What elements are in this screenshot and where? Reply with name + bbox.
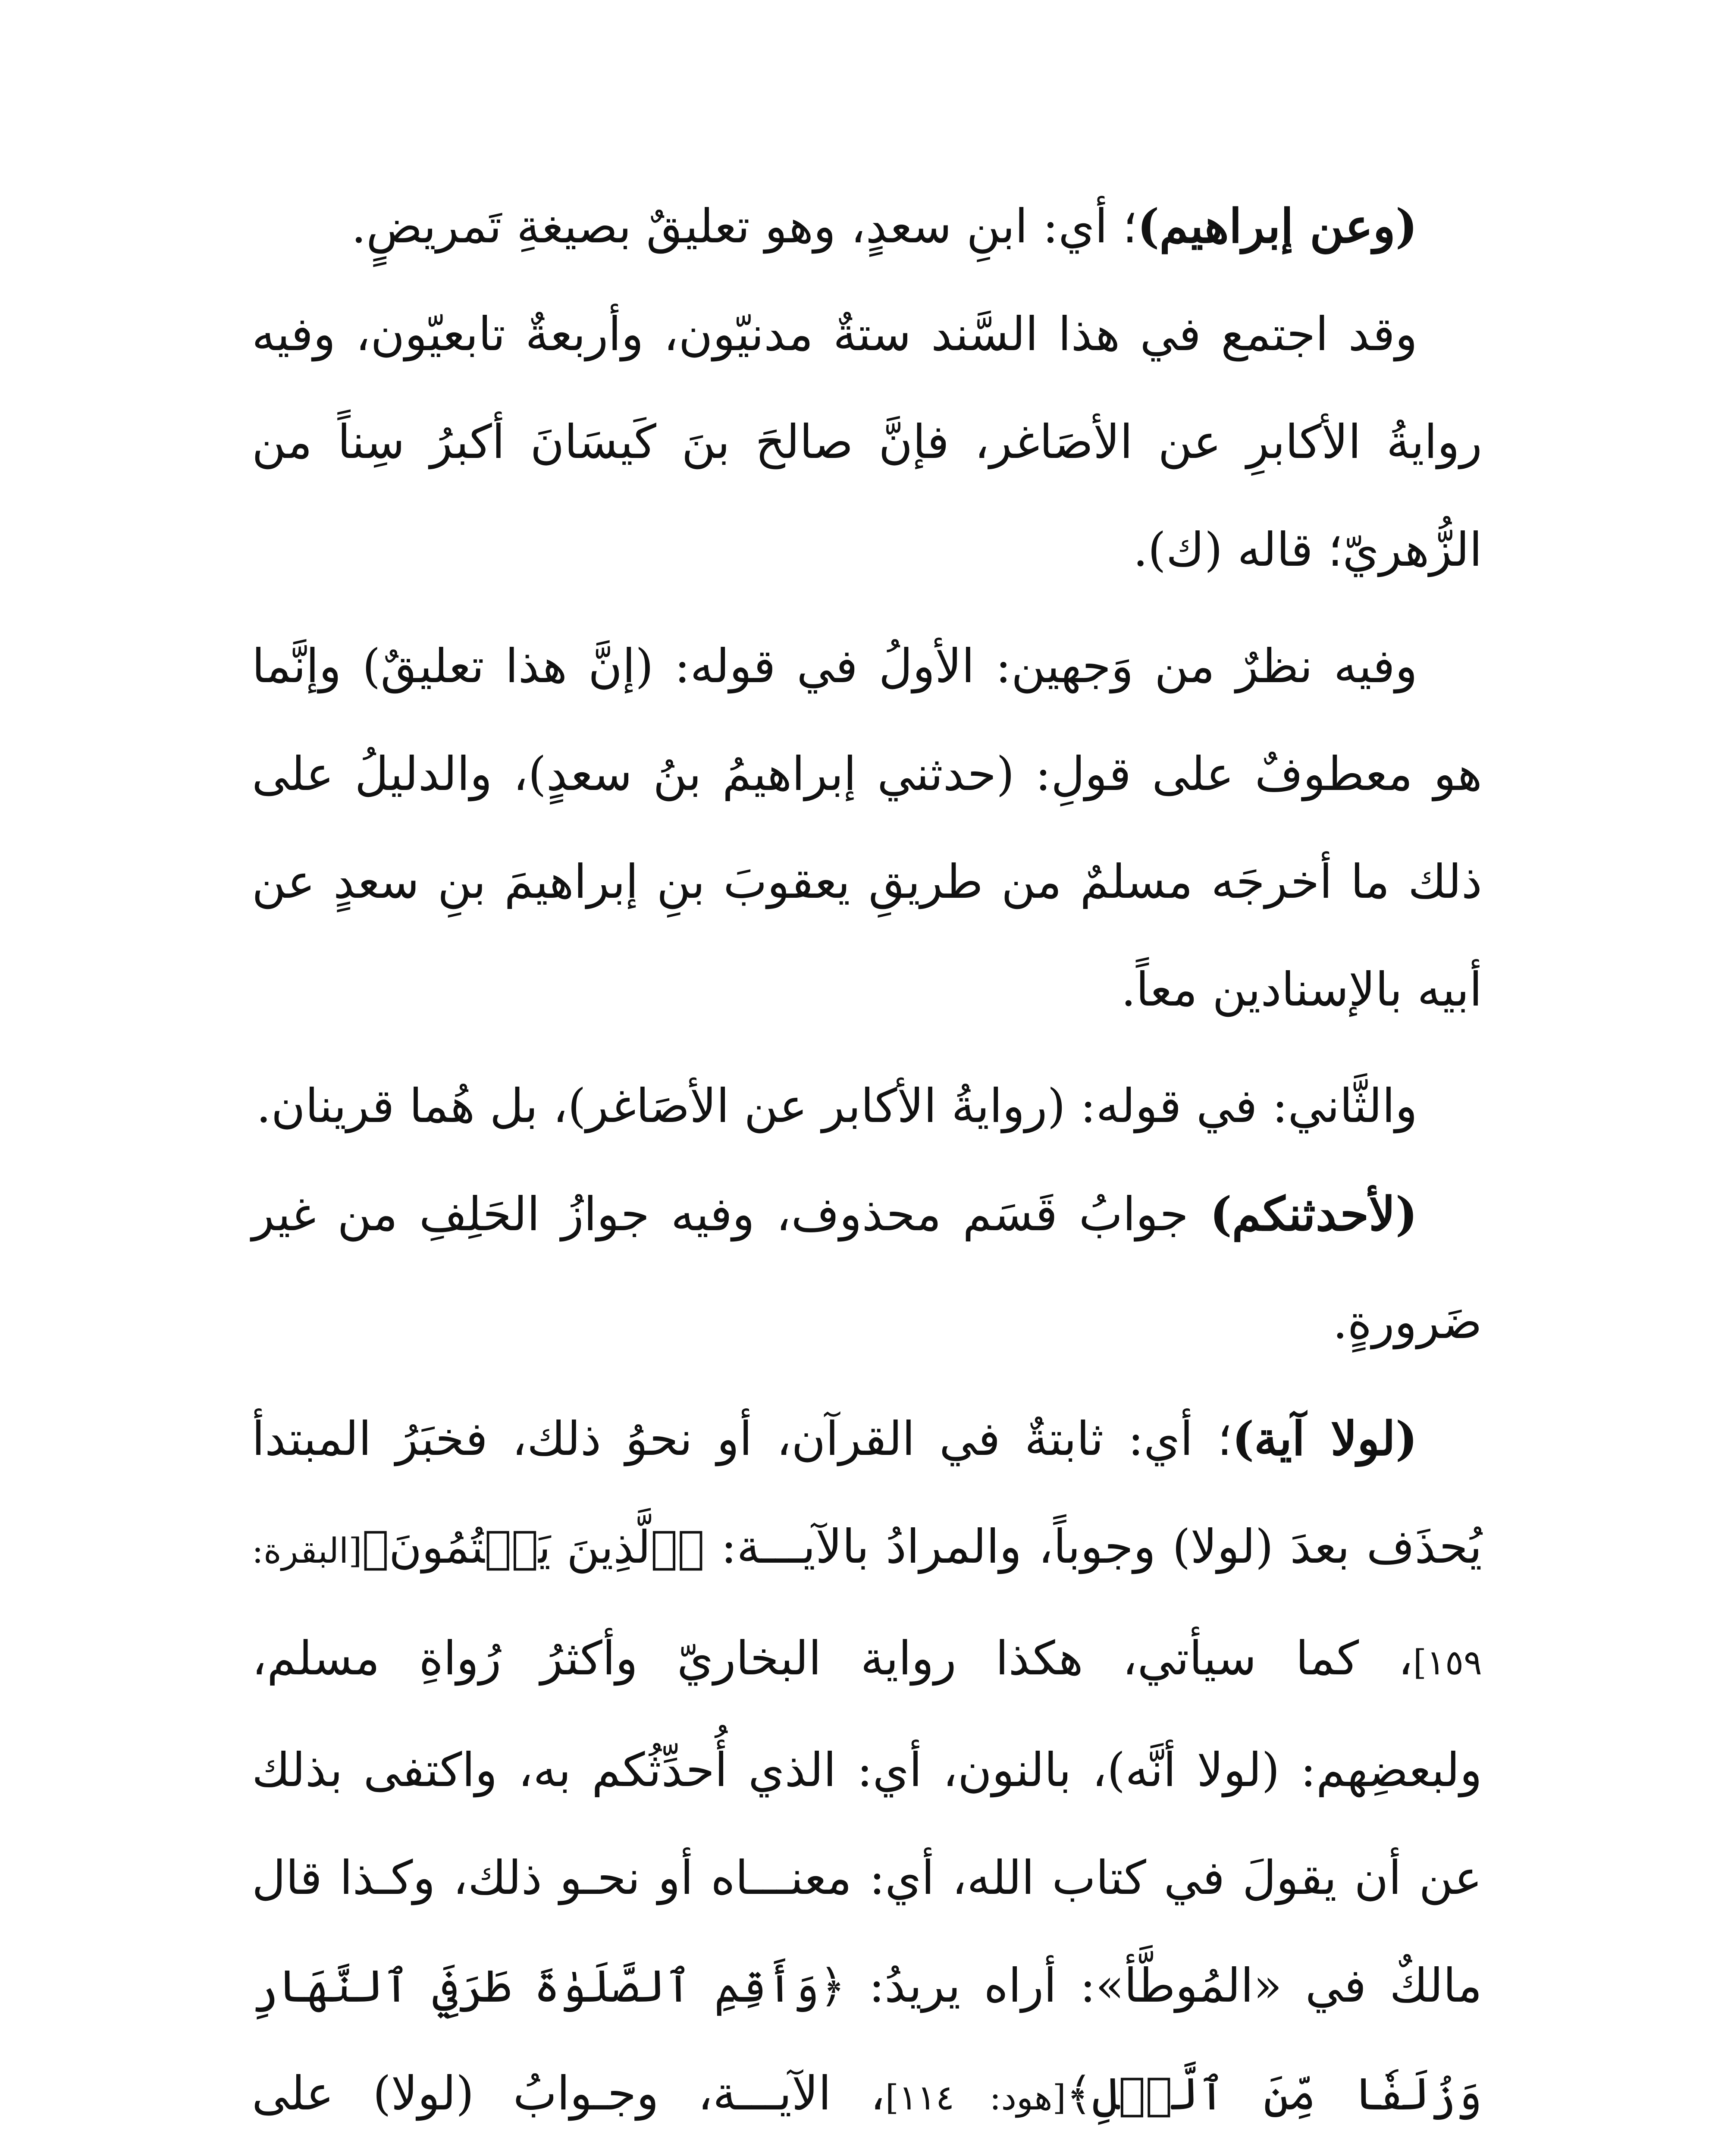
- commentary-second-point: والثَّاني: في قوله: (روايةُ الأكابر عن الأصَاغر)، بل هُما قرينان.: [256, 1079, 1417, 1133]
- paragraph-objection: [252, 613, 1482, 1044]
- commentary-verse-part-2: ، كما سيأتي، هكذا رواية البخاريّ وأكثرُ رُواةِ مسلم، ولبعضِهم: (لولا أنَّه)، بالنون، أي: الذي أُحدِّثُكم به، واكتفى بذلك عن أن يقولَ في كتاب الله، أي: معنـــاه أو نحـو ذلك، وكـذا قال مالكٌ في «المُوطَّأ»: أراه يريدُ:: [252, 1632, 1482, 2013]
- citation-baqara: [البقرة: ١٥٩]: [252, 1531, 1482, 1683]
- paragraph-isnad: [252, 281, 1482, 604]
- citation-hud: [هود: ١١٤]: [885, 2078, 1066, 2118]
- paragraph-verse: [252, 1385, 1482, 2156]
- paragraph-oath: [252, 1160, 1482, 1376]
- commentary-verse-part-1: ؛ أي: ثابتةٌ في القرآن، أو نحوُ ذلك، فخبَرُ المبتدأ يُحذَف بعدَ (لولا) وجوباً، والمرادُ بالآيـــة:: [252, 1412, 1482, 1574]
- quran-quote-baqara: ﴿ٱلَّذِينَ يَكۡتُمُونَ﴾: [362, 1521, 705, 1573]
- main-text: [252, 172, 1482, 2156]
- commentary-objection: وفيه نظرٌ من وَجهين: الأولُ في قوله: (إنَّ هذا تعليقٌ) وإنَّما هو معطوفٌ على قولِ: (حدثني إبراهيمُ بنُ سعدٍ)، والدليلُ على ذلك ما أخرجَه مسلمٌ من طريقِ يعقوبَ بنِ إبراهيمَ بنِ سعدٍ عن أبيه بالإسنادين معاً.: [252, 639, 1482, 1017]
- lemma-ibrahim: (وعن إبراهيم): [1137, 199, 1417, 254]
- commentary-ibrahim: ؛ أي: ابنِ سعدٍ، وهو تعليقٌ بصيغةِ تَمريضٍ.: [351, 200, 1138, 254]
- paragraph-ibrahim: [252, 172, 1482, 281]
- paragraph-second-point: [252, 1053, 1482, 1160]
- commentary-verse-part-3: ، الآيـــة، وجـوابُ (لولا) على: [252, 2067, 885, 2121]
- lemma-verse: (لولا آية): [1232, 1412, 1418, 1466]
- commentary-oath: جوابُ قَسَم محذوف، وفيه جوازُ الحَلِفِ من غير ضَرورةٍ.: [252, 1188, 1482, 1349]
- quran-quote-hud: ﴿وَأَقِمِ ٱلصَّلَوٰةَ طَرَفَيِ ٱلنَّهَارِ وَزُلَفٗا مِّنَ ٱلَّيۡلِ﴾: [252, 1960, 1483, 2120]
- lemma-oath: (لأحدثنكم): [1210, 1187, 1417, 1241]
- commentary-isnad: وقد اجتمع في هذا السَّند ستةٌ مدنيّون، وأربعةٌ تابعيّون، وفيه روايةُ الأكابرِ عن الأصَاغر، فإنَّ صالحَ بنَ كَيسَانَ أكبرُ سِناً من الزُّهريّ؛ قاله (ك).: [252, 307, 1482, 577]
